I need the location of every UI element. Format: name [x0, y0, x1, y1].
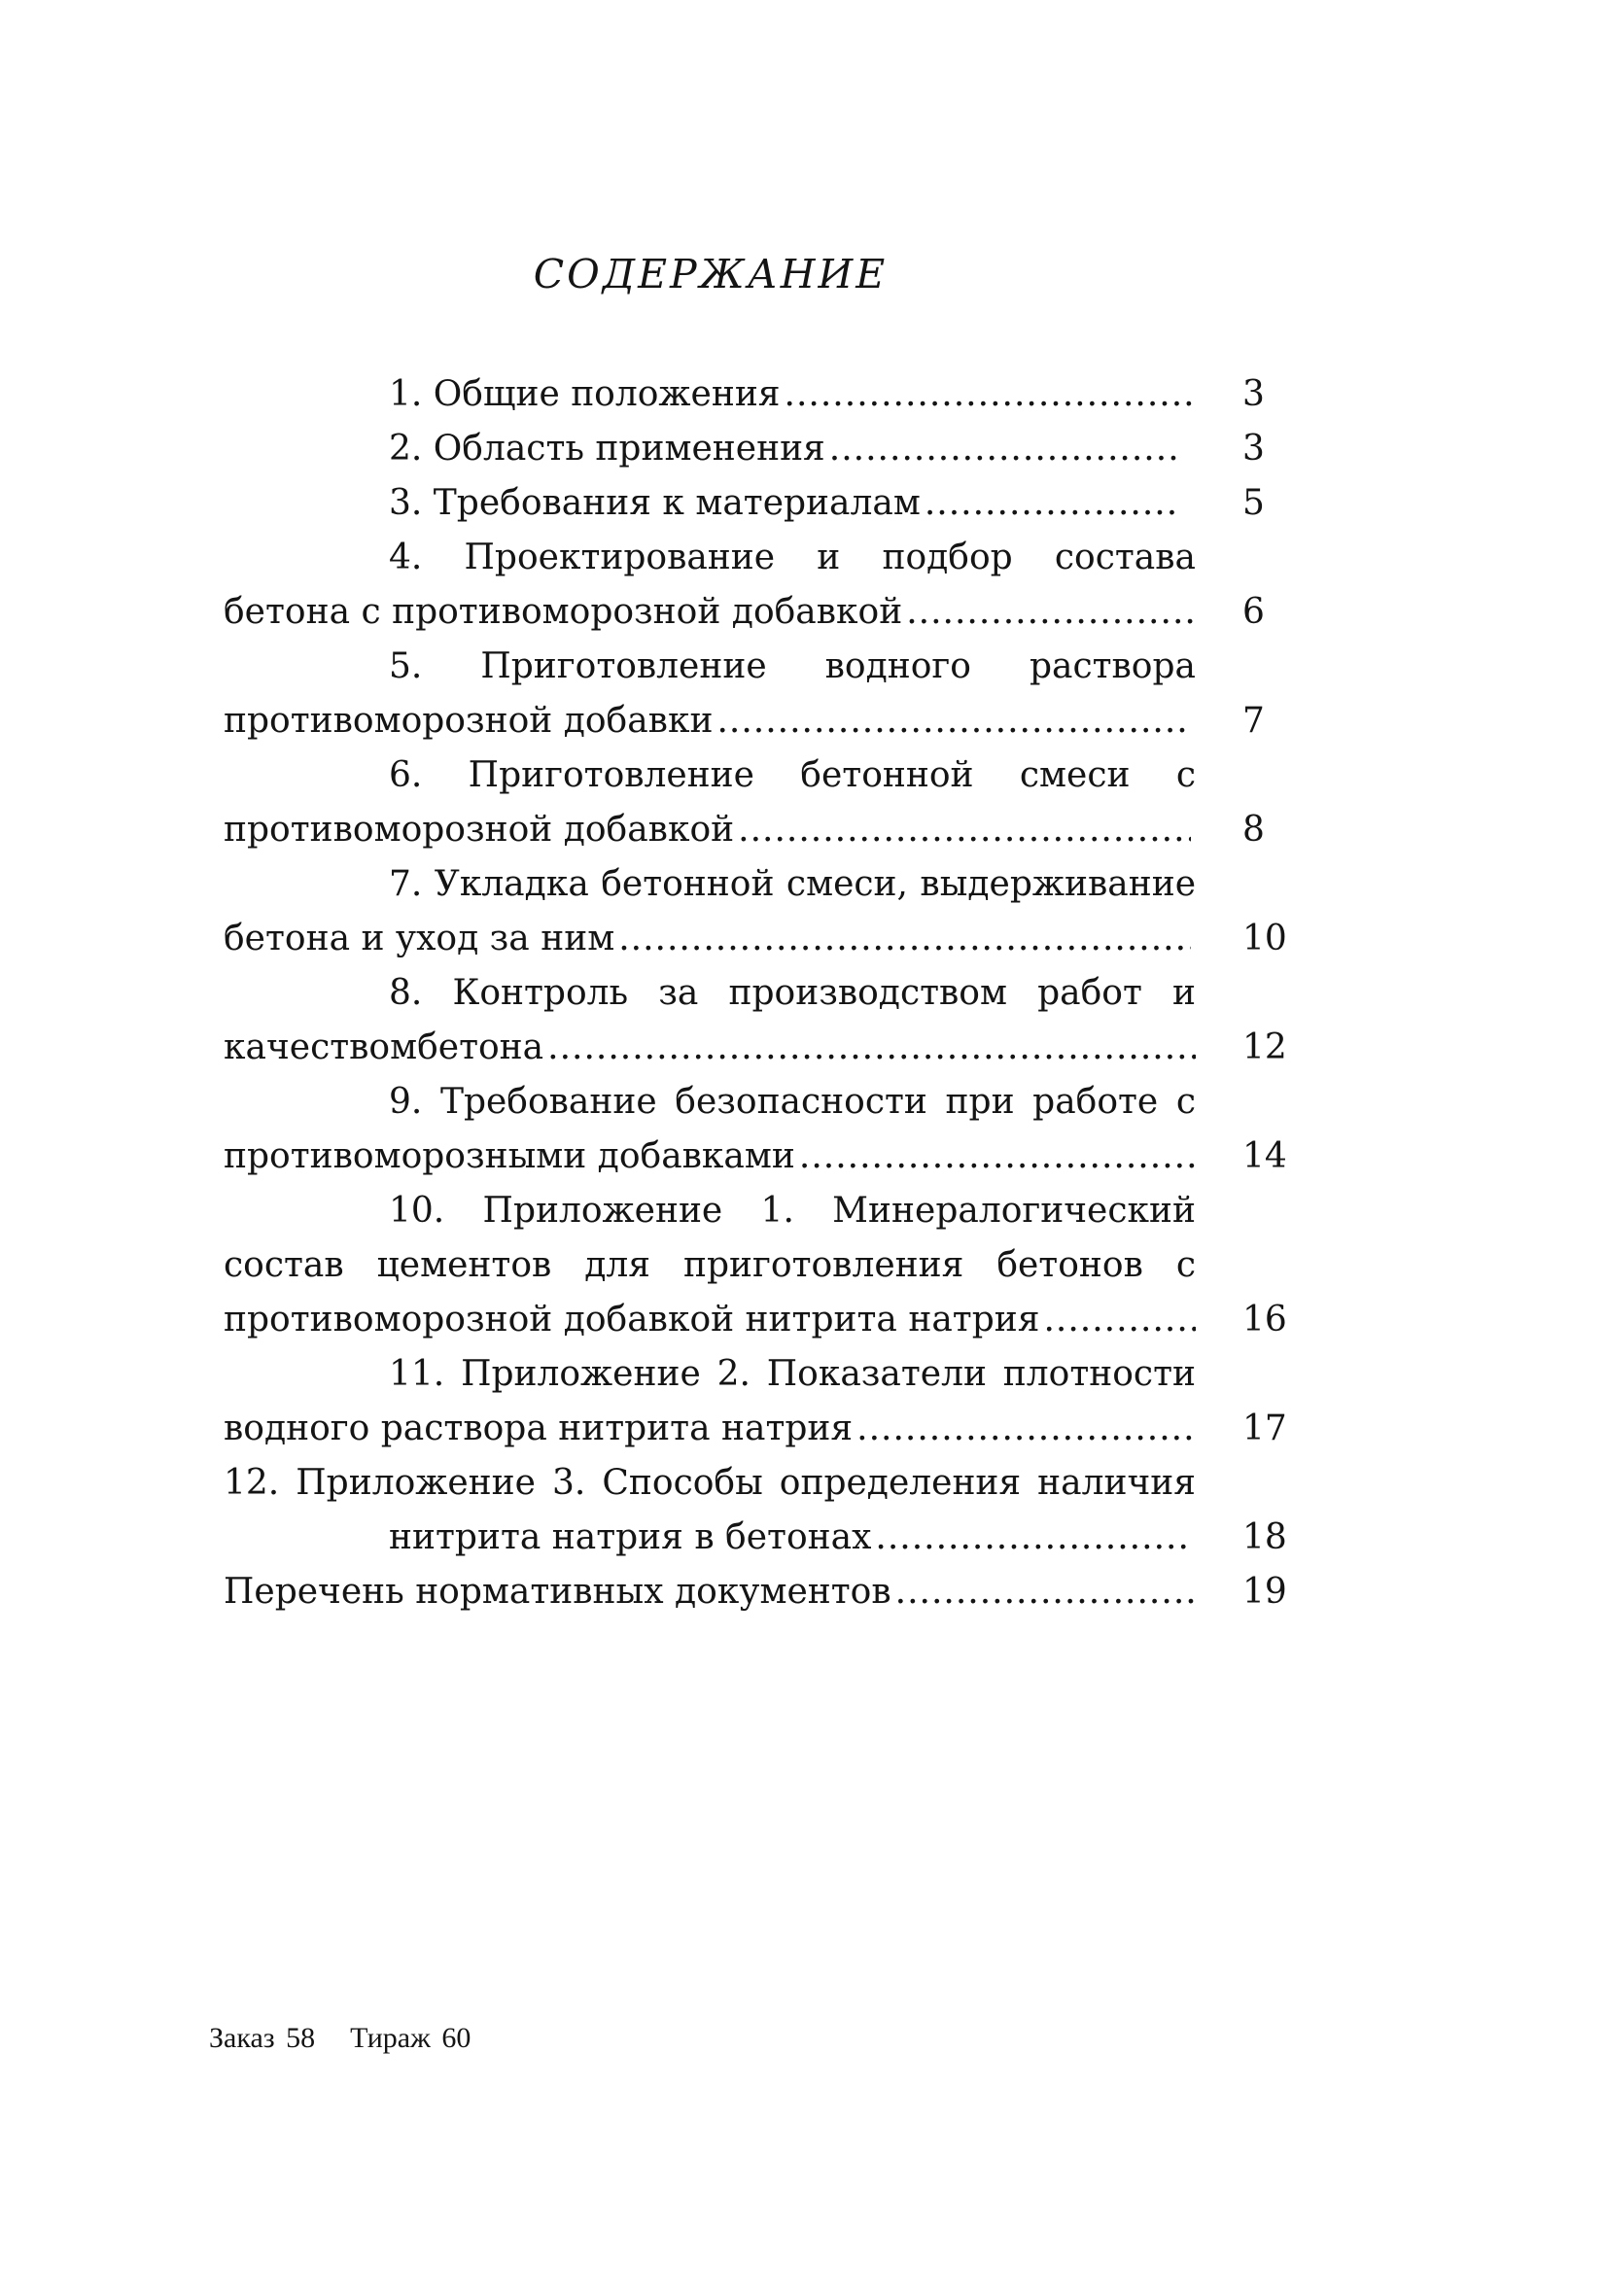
toc-entry-9 [224, 1073, 1196, 1131]
toc-entry-11-cont [224, 1400, 1196, 1458]
toc-page-number: 17 [1242, 1409, 1287, 1448]
toc-entry-text: 4. Проектирование и подбор состава [389, 538, 1196, 577]
toc-page-number: 7 [1242, 701, 1265, 741]
toc-entry-text: качествомбетона [224, 1027, 544, 1067]
toc-page-number: 19 [1242, 1572, 1287, 1612]
toc-page-number: 6 [1242, 592, 1265, 632]
toc-leader [856, 1400, 1196, 1458]
toc-page-number: 5 [1242, 483, 1265, 523]
toc-entry-7-cont [224, 910, 1191, 968]
toc-entry-9-cont [224, 1128, 1196, 1186]
print-footer [209, 2022, 471, 2055]
toc-entry-text: бетона с противоморозной добавкой [224, 592, 903, 632]
toc-entry-6 [224, 747, 1196, 805]
toc-entry-12 [224, 1454, 1196, 1513]
toc-leader [829, 420, 1176, 478]
toc-entry-10-cont [224, 1236, 1196, 1295]
toc-page-number: 10 [1242, 919, 1287, 958]
page-title: СОДЕРЖАНИЕ [533, 251, 889, 297]
toc-entry-text: 3. Требования к материалам [389, 483, 921, 523]
toc-entry-text: 2. Область применения [389, 429, 825, 469]
toc-entry-text: противоморозной добавки [224, 701, 714, 741]
toc-entry-text: 6. Приготовление бетонной смеси с [389, 755, 1196, 795]
toc-leader [716, 692, 1186, 750]
toc-entry-text: 8. Контроль за производством работ и [389, 973, 1196, 1013]
toc-leader [895, 1563, 1196, 1621]
toc-leader [618, 910, 1191, 968]
toc-entry-13 [224, 1563, 1196, 1621]
toc-entry-text: 9. Требование безопасности при работе с [389, 1082, 1196, 1122]
toc-entry-3 [224, 474, 1181, 533]
toc-entry-text: противоморозными добавками [224, 1136, 795, 1176]
toc-leader [1043, 1291, 1196, 1349]
toc-leader [906, 583, 1196, 642]
toc-leader [785, 365, 1196, 424]
toc-entry-text: водного раствора нитрита натрия [224, 1409, 854, 1448]
toc-entry-8 [224, 964, 1196, 1023]
toc-entry-4 [224, 529, 1196, 587]
toc-leader [925, 474, 1181, 533]
toc-page-number: 3 [1242, 374, 1265, 414]
order-number: Заказ 58 [209, 2022, 316, 2054]
toc-leader [875, 1509, 1186, 1567]
toc-entry-text: противоморозной добавкой нитрита натрия [224, 1300, 1040, 1339]
toc-entry-5 [224, 638, 1196, 696]
toc-entry-text: 11. Приложение 2. Показатели плотности [389, 1354, 1196, 1394]
toc-page-number: 14 [1242, 1136, 1287, 1176]
toc-leader [799, 1128, 1196, 1186]
toc-entry-12-cont [224, 1509, 1186, 1567]
toc-entry-text: 7. Укладка бетонной смеси, выдерживание [389, 864, 1196, 904]
toc-entry-8-cont [224, 1019, 1196, 1077]
toc-page-number: 3 [1242, 429, 1265, 469]
print-run: Тираж 60 [350, 2022, 471, 2054]
toc-entry-2 [224, 420, 1176, 478]
toc-entry-text: бетона и уход за ним [224, 919, 615, 958]
toc-page-number: 8 [1242, 810, 1265, 850]
toc-entry-text: противоморозной добавкой [224, 810, 735, 850]
toc-entry-5-cont [224, 692, 1186, 750]
toc-page-number: 16 [1242, 1300, 1287, 1339]
toc-entry-10 [224, 1182, 1196, 1240]
toc-leader [547, 1019, 1196, 1077]
toc-page-number: 12 [1242, 1027, 1287, 1067]
toc-entry-4-cont [224, 583, 1196, 642]
toc-entry-7 [224, 855, 1196, 914]
toc-leader [738, 801, 1191, 859]
toc-entry-text: состав цементов для приготовления бетонов с [224, 1245, 1196, 1285]
toc-entry-text: нитрита натрия в бетонах [389, 1517, 872, 1557]
toc-page-number: 18 [1242, 1517, 1287, 1557]
toc-entry-6-cont [224, 801, 1191, 859]
toc-entry-text: Перечень нормативных документов [224, 1572, 891, 1612]
toc-entry-text: 10. Приложение 1. Минералогический [389, 1191, 1196, 1231]
toc-entry-text: 5. Приготовление водного раствора [389, 646, 1196, 686]
toc-entry-text: 1. Общие положения [389, 374, 781, 414]
toc-entry-10-cont [224, 1291, 1196, 1349]
toc-entry-1 [224, 365, 1196, 424]
toc-entry-text: 12. Приложение 3. Способы определения наличия [224, 1463, 1196, 1503]
toc-entry-11 [224, 1345, 1196, 1404]
